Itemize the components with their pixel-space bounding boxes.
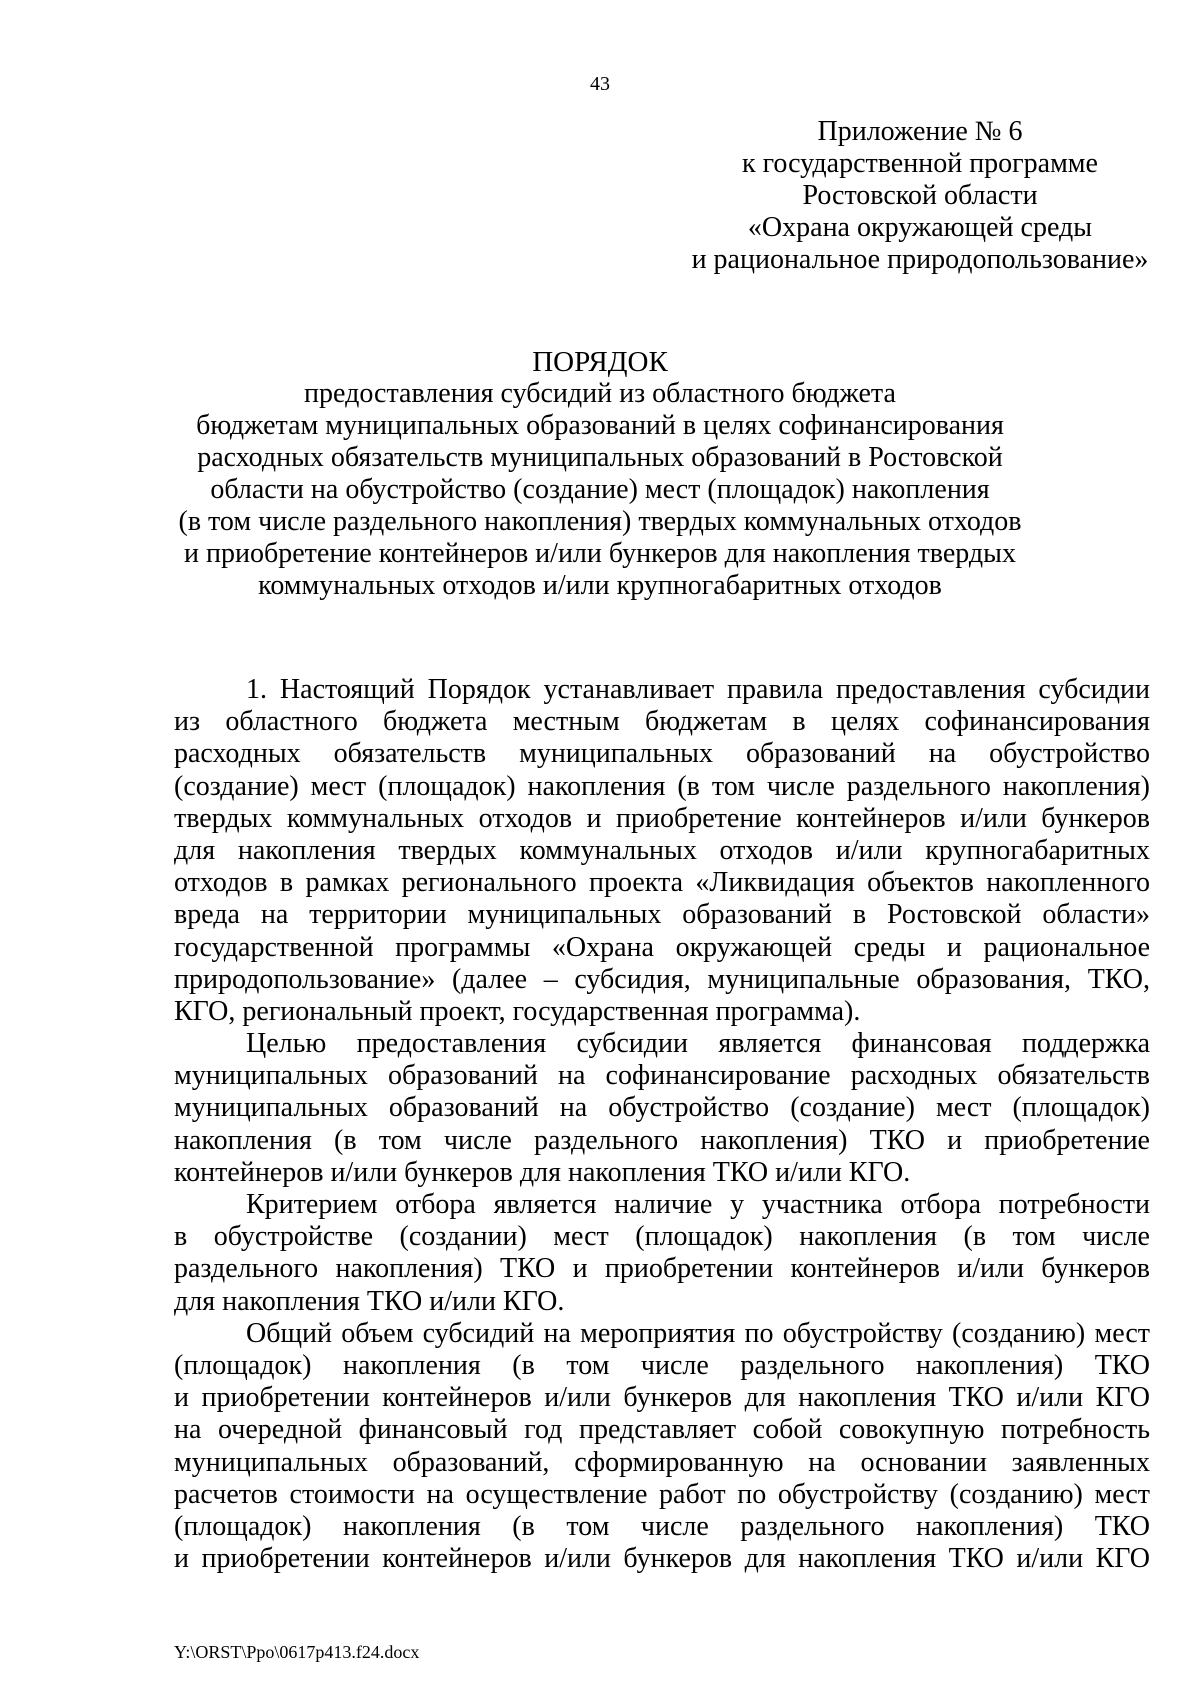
paragraph-line: контейнеров и/или бункеров для накопления ТКО и/или КГО. <box>174 1156 911 1188</box>
subtitle-line: бюджетам муниципальных образований в целях софинансирования <box>196 410 1004 441</box>
annex-line: Ростовской области <box>802 180 1038 211</box>
document-title: ПОРЯДОК <box>532 346 668 378</box>
paragraph-1 <box>174 674 1150 1028</box>
paragraph-line: Критерием отбора является наличие у участника отбора потребности <box>246 1189 1150 1220</box>
paragraph-line: для накопления твердых коммунальных отходов и/или крупногабаритных <box>174 834 1150 866</box>
paragraph-line: на очередной финансовый год представляет собой совокупную потребность <box>174 1414 1150 1446</box>
paragraph-line: (площадок) накопления (в том числе раздельного накопления) ТКО <box>174 1349 1150 1381</box>
paragraph-line: раздельного накопления) ТКО и приобретении контейнеров и/или бункеров <box>174 1253 1150 1285</box>
paragraph-line: КГО, региональный проект, государственная программа). <box>174 995 861 1027</box>
annex-line: «Охрана окружающей среды <box>747 212 1093 243</box>
paragraph-line: 1. Настоящий Порядок устанавливает правила предоставления субсидии <box>246 674 1150 705</box>
body-text <box>174 674 1150 1575</box>
annex-line: к государственной программе <box>742 148 1098 179</box>
paragraph-line: (создание) мест (площадок) накопления (в том числе раздельного накопления) <box>174 770 1150 802</box>
paragraph-line: из областного бюджета местным бюджетам в целях софинансирования <box>174 706 1150 738</box>
paragraph-line: отходов в рамках регионального проекта «Ликвидация объектов накопленного <box>174 867 1150 899</box>
subtitle-line: и приобретение контейнеров и/или бункеров для накопления твердых <box>184 538 1016 569</box>
paragraph-line: государственной программы «Охрана окружающей среды и рациональное <box>174 931 1150 963</box>
paragraph-line: в обустройстве (создании) мест (площадок) накопления (в том числе <box>174 1221 1150 1253</box>
annex-line: Приложение № 6 <box>817 116 1023 147</box>
paragraph-line: природопользование» (далее – субсидия, муниципальные образования, ТКО, <box>174 963 1150 995</box>
paragraph-line: муниципальных образований на софинансирование расходных обязательств <box>174 1060 1150 1092</box>
paragraph-4 <box>174 1318 1150 1576</box>
subtitle-line: (в том числе раздельного накопления) твердых коммунальных отходов <box>178 506 1022 537</box>
annex-header <box>640 116 1200 276</box>
paragraph-line: расходных обязательств муниципальных образований на обустройство <box>174 738 1150 770</box>
subtitle-line: коммунальных отходов и/или крупногабаритных отходов <box>258 570 942 601</box>
paragraph-2 <box>174 1028 1150 1189</box>
document-subtitle <box>0 378 1200 602</box>
paragraph-line: муниципальных образований, сформированную на основании заявленных <box>174 1446 1150 1478</box>
paragraph-line: расчетов стоимости на осуществление работ по обустройству (созданию) мест <box>174 1478 1150 1510</box>
paragraph-line: и приобретении контейнеров и/или бункеров для накопления ТКО и/или КГО <box>174 1543 1150 1575</box>
paragraph-line: вреда на территории муниципальных образований в Ростовской области» <box>174 899 1150 931</box>
paragraph-line: накопления (в том числе раздельного накопления) ТКО и приобретение <box>174 1124 1150 1156</box>
subtitle-line: области на обустройство (создание) мест (площадок) накопления <box>210 474 990 505</box>
paragraph-line: Целью предоставления субсидии является финансовая поддержка <box>246 1028 1150 1060</box>
annex-line: и рациональное природопользование» <box>691 244 1149 275</box>
paragraph-3 <box>174 1189 1150 1318</box>
paragraph-line: и приобретении контейнеров и/или бункеров для накопления ТКО и/или КГО <box>174 1382 1150 1414</box>
paragraph-line: (площадок) накопления (в том числе раздельного накопления) ТКО <box>174 1510 1150 1542</box>
subtitle-line: расходных обязательств муниципальных образований в Ростовской <box>197 442 1003 473</box>
paragraph-line: муниципальных образований на обустройство (создание) мест (площадок) <box>174 1092 1150 1124</box>
paragraph-line: для накопления ТКО и/или КГО. <box>174 1285 565 1317</box>
footer-file-path: Y:\ORST\Ppo\0617p413.f24.docx <box>174 1642 420 1662</box>
subtitle-line: предоставления субсидий из областного бюджета <box>304 378 896 409</box>
paragraph-line: твердых коммунальных отходов и приобретение контейнеров и/или бункеров <box>174 802 1150 834</box>
paragraph-line: Общий объем субсидий на мероприятия по обустройству (созданию) мест <box>246 1317 1150 1349</box>
page-number: 43 <box>590 73 610 95</box>
